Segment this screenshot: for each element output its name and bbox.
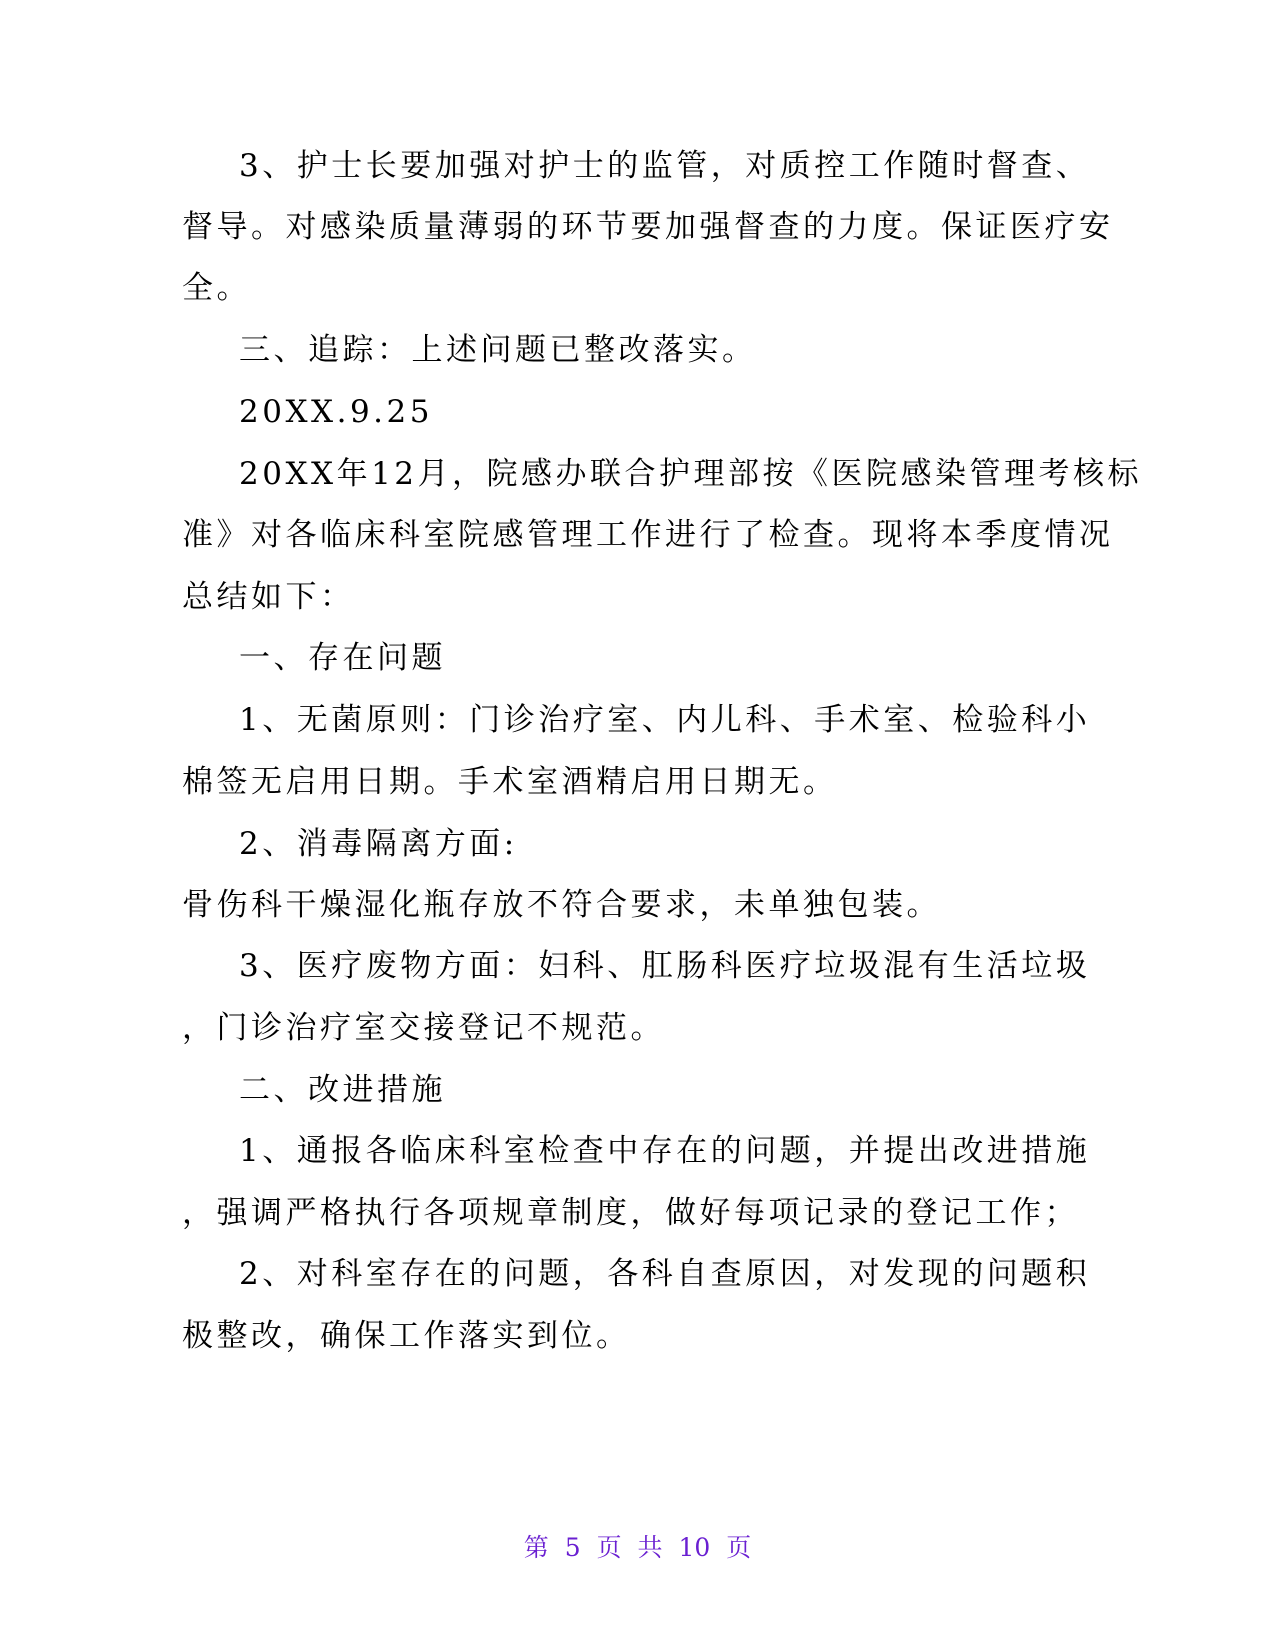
section-heading: 一、存在问题 (239, 640, 446, 676)
date-line: 20XX.9.25 (239, 394, 433, 430)
paragraph-line: 3、医疗废物方面：妇科、肛肠科医疗垃圾混有生活垃圾 (239, 948, 1091, 984)
paragraph-line: 3、护士长要加强对护士的监管，对质控工作随时督查、 (239, 148, 1091, 184)
section-heading: 三、追踪：上述问题已整改落实。 (239, 332, 757, 368)
paragraph-line: 准》对各临床科室院感管理工作进行了检查。现将本季度情况 (182, 517, 1114, 553)
paragraph-line: 总结如下： (182, 579, 355, 615)
paragraph-line: 全。 (182, 270, 251, 306)
paragraph-line: 极整改，确保工作落实到位。 (182, 1318, 631, 1354)
paragraph-line: 20XX年12月，院感办联合护理部按《医院感染管理考核标 (239, 456, 1143, 492)
paragraph-line: ，门诊治疗室交接登记不规范。 (182, 1010, 665, 1046)
paragraph-line: 2、消毒隔离方面: (239, 826, 518, 862)
paragraph-line: 1、无菌原则：门诊治疗室、内儿科、手术室、检验科小 (239, 702, 1091, 738)
paragraph-line: 骨伤科干燥湿化瓶存放不符合要求，未单独包装。 (182, 887, 941, 923)
paragraph-line: 1、通报各临床科室检查中存在的问题，并提出改进措施 (239, 1133, 1091, 1169)
paragraph-line: 棉签无启用日期。手术室酒精启用日期无。 (182, 764, 838, 800)
paragraph-line: ，强调严格执行各项规章制度，做好每项记录的登记工作； (182, 1195, 1079, 1231)
section-heading: 二、改进措施 (239, 1072, 446, 1108)
paragraph-line: 2、对科室存在的问题，各科自查原因，对发现的问题积 (239, 1256, 1091, 1292)
paragraph-line: 督导。对感染质量薄弱的环节要加强督查的力度。保证医疗安 (182, 209, 1114, 245)
page-number-footer: 第 5 页 共 10 页 (523, 1533, 752, 1562)
